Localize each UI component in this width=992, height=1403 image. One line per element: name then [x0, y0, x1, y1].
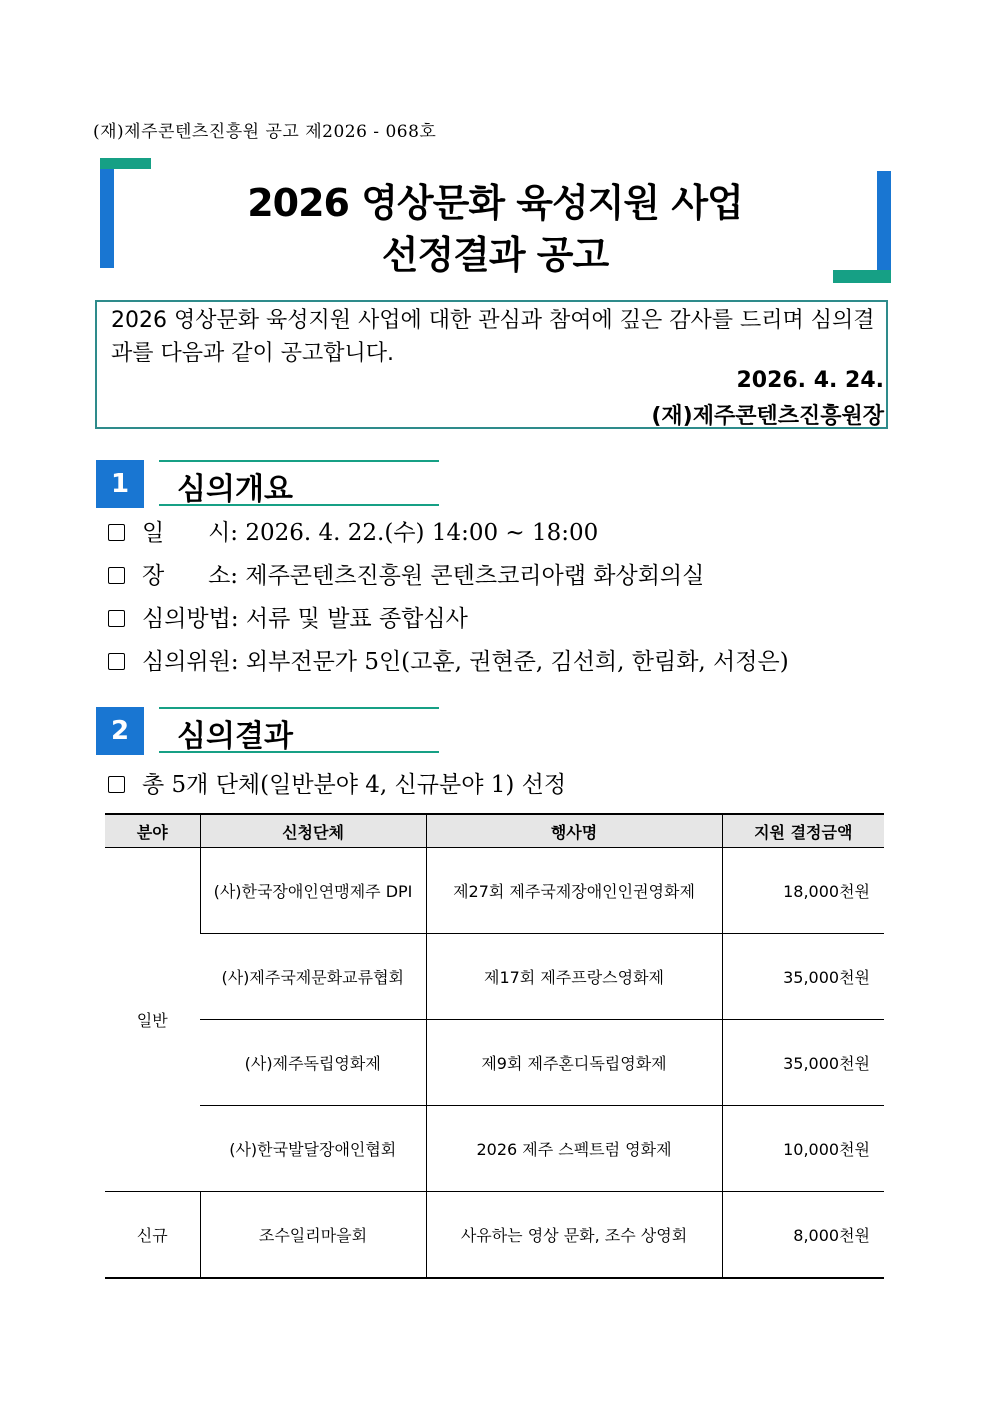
amount-cell: 35,000천원: [722, 934, 884, 1020]
document-title-line1: 2026 영상문화 육성지원 사업: [247, 181, 743, 225]
title-frame-bottom-right-green: [833, 270, 891, 283]
event-cell: 사유하는 영상 문화, 조수 상영회: [426, 1192, 722, 1279]
intro-issuer: (재)제주콘텐츠진흥원장: [651, 404, 884, 429]
overview-item-text: 심의위원: 외부전문가 5인(고훈, 권현준, 김선희, 한림화, 서정은): [142, 649, 789, 675]
header-category: 분야: [105, 814, 200, 848]
section1-title: 심의개요: [177, 472, 293, 507]
section2-title-box: [159, 707, 439, 753]
checkbox-icon: [108, 653, 125, 670]
header-organization: 신청단체: [200, 814, 426, 848]
organization-cell: (사)한국장애인연맹제주 DPI: [200, 848, 426, 934]
table-row: [105, 934, 884, 1020]
header-event: 행사명: [426, 814, 722, 848]
results-table: [105, 813, 884, 1279]
event-cell: 제27회 제주국제장애인인권영화제: [426, 848, 722, 934]
event-cell: 제17회 제주프랑스영화제: [426, 934, 722, 1020]
title-frame-bottom-right-blue: [877, 171, 891, 270]
organization-cell: (사)제주독립영화제: [200, 1020, 426, 1106]
header-amount: 지원 결정금액: [722, 814, 884, 848]
section2-number: 2: [96, 707, 144, 755]
overview-item-committee: [108, 643, 789, 676]
amount-cell: 18,000천원: [722, 848, 884, 934]
intro-text: 2026 영상문화 육성지원 사업에 대한 관심과 참여에 깊은 감사를 드리며 심의결과를 다음과 같이 공고합니다.: [111, 308, 875, 366]
result-summary: [108, 766, 566, 799]
notice-number: (재)제주콘텐츠진흥원 공고 제2026 - 068호: [93, 122, 437, 142]
section2-title: 심의결과: [177, 719, 293, 754]
amount-cell: 8,000천원: [722, 1192, 884, 1279]
amount-cell: 10,000천원: [722, 1106, 884, 1192]
checkbox-icon: [108, 524, 125, 541]
event-cell: 제9회 제주혼디독립영화제: [426, 1020, 722, 1106]
overview-item-text: 일 시: 2026. 4. 22.(수) 14:00 ~ 18:00: [142, 520, 599, 546]
event-cell: 2026 제주 스펙트럼 영화제: [426, 1106, 722, 1192]
document-title-line2: 선정결과 공고: [381, 233, 609, 277]
overview-item-text: 심의방법: 서류 및 발표 종합심사: [142, 606, 468, 632]
checkbox-icon: [108, 776, 125, 793]
table-row: [105, 1020, 884, 1106]
table-row: [105, 848, 884, 934]
overview-item-method: [108, 600, 468, 633]
table-header-row: [105, 814, 884, 848]
section1-title-box: [159, 460, 439, 506]
organization-cell: (사)한국발달장애인협회: [200, 1106, 426, 1192]
intro-date: 2026. 4. 24.: [736, 368, 884, 393]
amount-cell: 35,000천원: [722, 1020, 884, 1106]
organization-cell: 조수일리마을회: [200, 1192, 426, 1279]
checkbox-icon: [108, 567, 125, 584]
overview-item-datetime: [108, 514, 598, 547]
checkbox-icon: [108, 610, 125, 627]
table-row: [105, 1106, 884, 1192]
table-row: [105, 1192, 884, 1279]
intro-box: [95, 300, 888, 429]
title-frame-top-left-green: [100, 158, 151, 169]
title-frame-top-left-blue: [100, 169, 114, 268]
result-summary-text: 총 5개 단체(일반분야 4, 신규분야 1) 선정: [142, 772, 567, 798]
section1-number: 1: [96, 460, 144, 508]
overview-item-text: 장 소: 제주콘텐츠진흥원 콘텐츠코리아랩 화상회의실: [142, 563, 705, 589]
organization-cell: (사)제주국제문화교류협회: [200, 934, 426, 1020]
category-cell: 일반: [105, 848, 200, 1192]
overview-item-place: [108, 557, 704, 590]
category-cell: 신규: [105, 1192, 200, 1279]
